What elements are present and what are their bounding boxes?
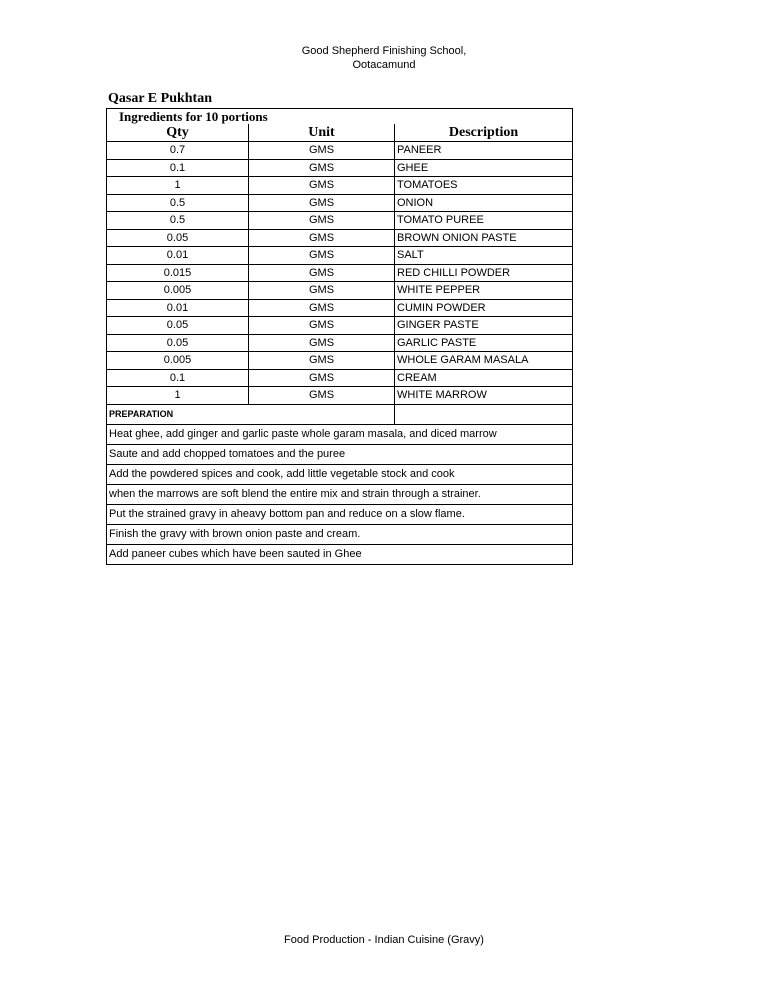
ingredient-qty: 1 (107, 177, 249, 195)
ingredient-description: GHEE (395, 159, 573, 177)
ingredient-row (107, 229, 573, 247)
ingredient-row (107, 177, 573, 195)
ingredient-description: CUMIN POWDER (395, 299, 573, 317)
ingredient-row (107, 387, 573, 405)
preparation-step-row (107, 524, 573, 544)
preparation-header-row (107, 404, 573, 424)
preparation-step-row (107, 464, 573, 484)
preparation-step: Finish the gravy with brown onion paste and cream. (107, 524, 573, 544)
preparation-step: when the marrows are soft blend the entire mix and strain through a strainer. (107, 484, 573, 504)
ingredient-qty: 0.1 (107, 369, 249, 387)
ingredient-unit: GMS (249, 264, 395, 282)
ingredient-description: TOMATOES (395, 177, 573, 195)
column-header-description: Description (395, 124, 573, 142)
ingredient-description: WHITE MARROW (395, 387, 573, 405)
ingredient-description: SALT (395, 247, 573, 265)
ingredient-unit: GMS (249, 282, 395, 300)
page-footer: Food Production - Indian Cuisine (Gravy) (284, 934, 484, 946)
ingredient-qty: 0.01 (107, 247, 249, 265)
preparation-step: Add paneer cubes which have been sauted in Ghee (107, 544, 573, 564)
ingredient-qty: 0.5 (107, 194, 249, 212)
ingredient-qty: 0.005 (107, 282, 249, 300)
yield-label: Ingredients for 10 portions (107, 109, 573, 125)
ingredient-qty: 0.1 (107, 159, 249, 177)
preparation-step: Heat ghee, add ginger and garlic paste whole garam masala, and diced marrow (107, 424, 573, 444)
ingredient-description: RED CHILLI POWDER (395, 264, 573, 282)
ingredient-row (107, 334, 573, 352)
ingredient-row (107, 369, 573, 387)
ingredient-row (107, 194, 573, 212)
ingredient-row (107, 159, 573, 177)
ingredient-unit: GMS (249, 369, 395, 387)
ingredient-description: BROWN ONION PASTE (395, 229, 573, 247)
ingredient-qty: 0.05 (107, 334, 249, 352)
ingredient-qty: 0.01 (107, 299, 249, 317)
school-name: Good Shepherd Finishing School, (301, 45, 467, 57)
ingredient-unit: GMS (249, 247, 395, 265)
ingredient-qty: 0.5 (107, 212, 249, 230)
preparation-label: PREPARATION (109, 408, 174, 419)
ingredient-description: WHITE PEPPER (395, 282, 573, 300)
ingredient-qty: 0.015 (107, 264, 249, 282)
yield-row (107, 109, 573, 125)
school-location: Ootacamund (352, 59, 416, 71)
recipe-title: Qasar E Pukhtan (108, 91, 212, 106)
ingredient-row (107, 247, 573, 265)
preparation-step: Put the strained gravy in aheavy bottom pan and reduce on a slow flame. (107, 504, 573, 524)
ingredient-description: WHOLE GARAM MASALA (395, 352, 573, 370)
ingredient-row (107, 264, 573, 282)
ingredient-unit: GMS (249, 159, 395, 177)
ingredient-row (107, 317, 573, 335)
ingredient-row (107, 299, 573, 317)
preparation-empty-cell (395, 404, 573, 424)
preparation-step: Saute and add chopped tomatoes and the puree (107, 444, 573, 464)
ingredient-unit: GMS (249, 334, 395, 352)
ingredient-unit: GMS (249, 194, 395, 212)
ingredient-description: GARLIC PASTE (395, 334, 573, 352)
ingredient-unit: GMS (249, 299, 395, 317)
preparation-step: Add the powdered spices and cook, add little vegetable stock and cook (107, 464, 573, 484)
ingredient-unit: GMS (249, 317, 395, 335)
ingredient-row (107, 352, 573, 370)
preparation-step-row (107, 504, 573, 524)
ingredient-qty: 0.7 (107, 142, 249, 160)
preparation-step-row (107, 424, 573, 444)
ingredient-description: ONION (395, 194, 573, 212)
ingredient-unit: GMS (249, 352, 395, 370)
ingredient-qty: 1 (107, 387, 249, 405)
ingredient-qty: 0.05 (107, 317, 249, 335)
ingredient-row (107, 142, 573, 160)
preparation-step-row (107, 544, 573, 564)
page-header (0, 44, 768, 72)
ingredient-row (107, 212, 573, 230)
ingredient-unit: GMS (249, 387, 395, 405)
preparation-step-row (107, 484, 573, 504)
ingredient-qty: 0.005 (107, 352, 249, 370)
ingredient-row (107, 282, 573, 300)
ingredient-unit: GMS (249, 212, 395, 230)
recipe-table (106, 108, 573, 565)
ingredient-unit: GMS (249, 229, 395, 247)
column-header-row (107, 124, 573, 142)
ingredient-unit: GMS (249, 177, 395, 195)
ingredient-description: TOMATO PUREE (395, 212, 573, 230)
ingredient-unit: GMS (249, 142, 395, 160)
ingredient-description: GINGER PASTE (395, 317, 573, 335)
ingredient-description: CREAM (395, 369, 573, 387)
column-header-qty: Qty (107, 124, 249, 142)
column-header-unit: Unit (249, 124, 395, 142)
ingredient-qty: 0.05 (107, 229, 249, 247)
preparation-step-row (107, 444, 573, 464)
ingredient-description: PANEER (395, 142, 573, 160)
